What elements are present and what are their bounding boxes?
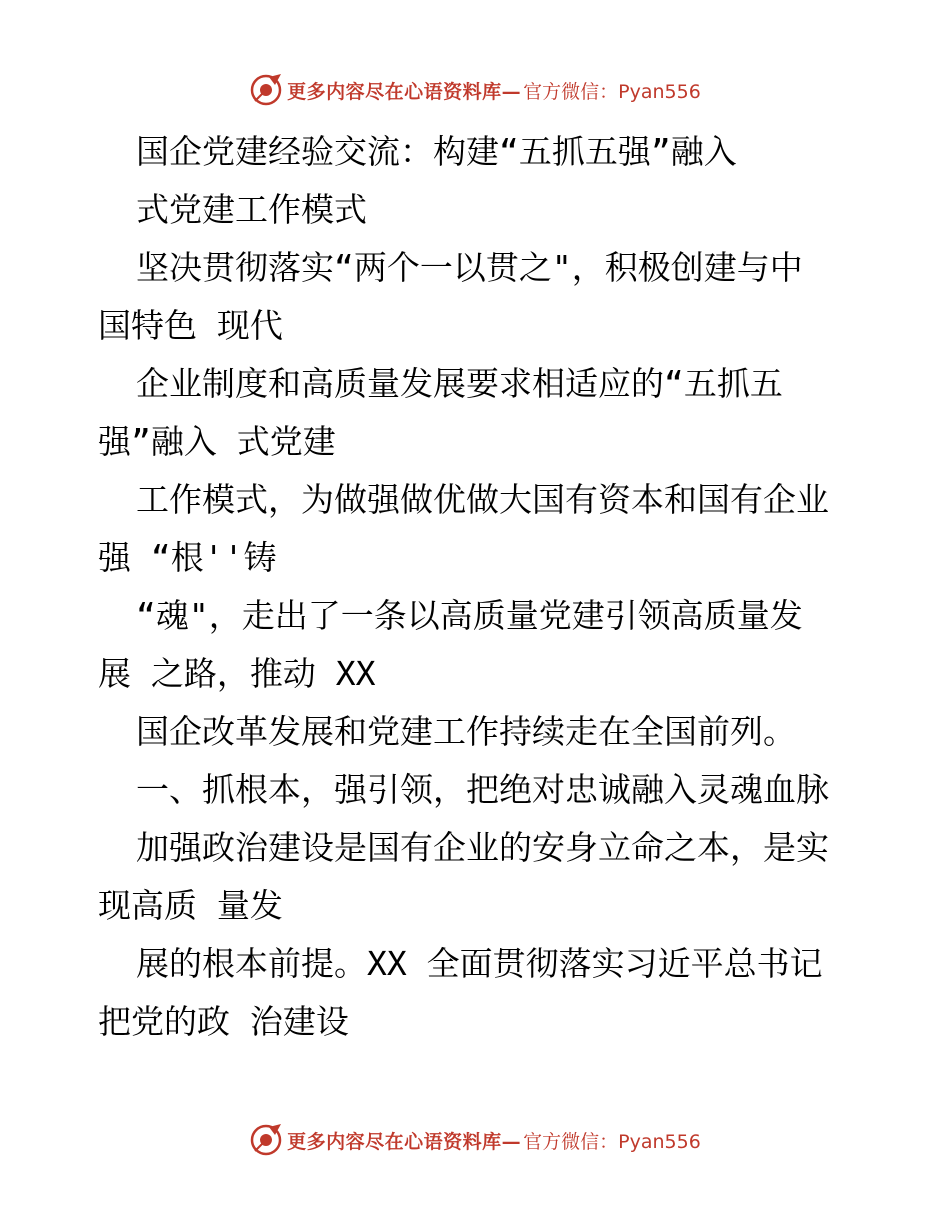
section-heading: 一、抓根本，强引领，把绝对忠诚融入灵魂血脉 xyxy=(136,770,829,809)
paragraph-line: 把党的政 治建设 xyxy=(98,1002,349,1041)
banner-wechat-text: 官方微信：Pyan556 xyxy=(523,1130,701,1153)
paragraph-line: 强 “根''铸 xyxy=(98,538,277,577)
paragraph-line: 国企改革发展和党建工作持续走在全国前列。 xyxy=(136,712,796,751)
quill-logo-icon xyxy=(249,73,283,107)
header-banner xyxy=(0,70,950,110)
banner-brand-text: 更多内容尽在心语资料库— xyxy=(287,80,522,103)
paragraph-line: “魂"，走出了一条以高质量党建引领高质量发 xyxy=(136,596,803,635)
paragraph-line: 加强政治建设是国有企业的安身立命之本，是实 xyxy=(136,828,829,867)
banner-brand-text: 更多内容尽在心语资料库— xyxy=(287,1130,522,1153)
footer-banner xyxy=(0,1120,950,1160)
document-body xyxy=(98,123,858,1051)
paragraph-line: 企业制度和高质量发展要求相适应的“五抓五 xyxy=(136,364,783,403)
document-title-line-1: 国企党建经验交流：构建“五抓五强”融入 xyxy=(136,132,737,171)
document-title-line-2: 式党建工作模式 xyxy=(136,190,367,229)
paragraph-line: 工作模式，为做强做优做大国有资本和国有企业 xyxy=(136,480,829,519)
paragraph-line: 展 之路，推动 XX xyxy=(98,654,376,693)
banner-wechat-text: 官方微信：Pyan556 xyxy=(523,80,701,103)
paragraph-line: 国特色 现代 xyxy=(98,306,283,345)
quill-logo-icon xyxy=(249,1123,283,1157)
paragraph-line: 展的根本前提。XX 全面贯彻落实习近平总书记 xyxy=(136,944,823,983)
paragraph-line: 强”融入 式党建 xyxy=(98,422,336,461)
paragraph-line: 现高质 量发 xyxy=(98,886,283,925)
paragraph-line: 坚决贯彻落实“两个一以贯之"，积极创建与中 xyxy=(136,248,803,287)
